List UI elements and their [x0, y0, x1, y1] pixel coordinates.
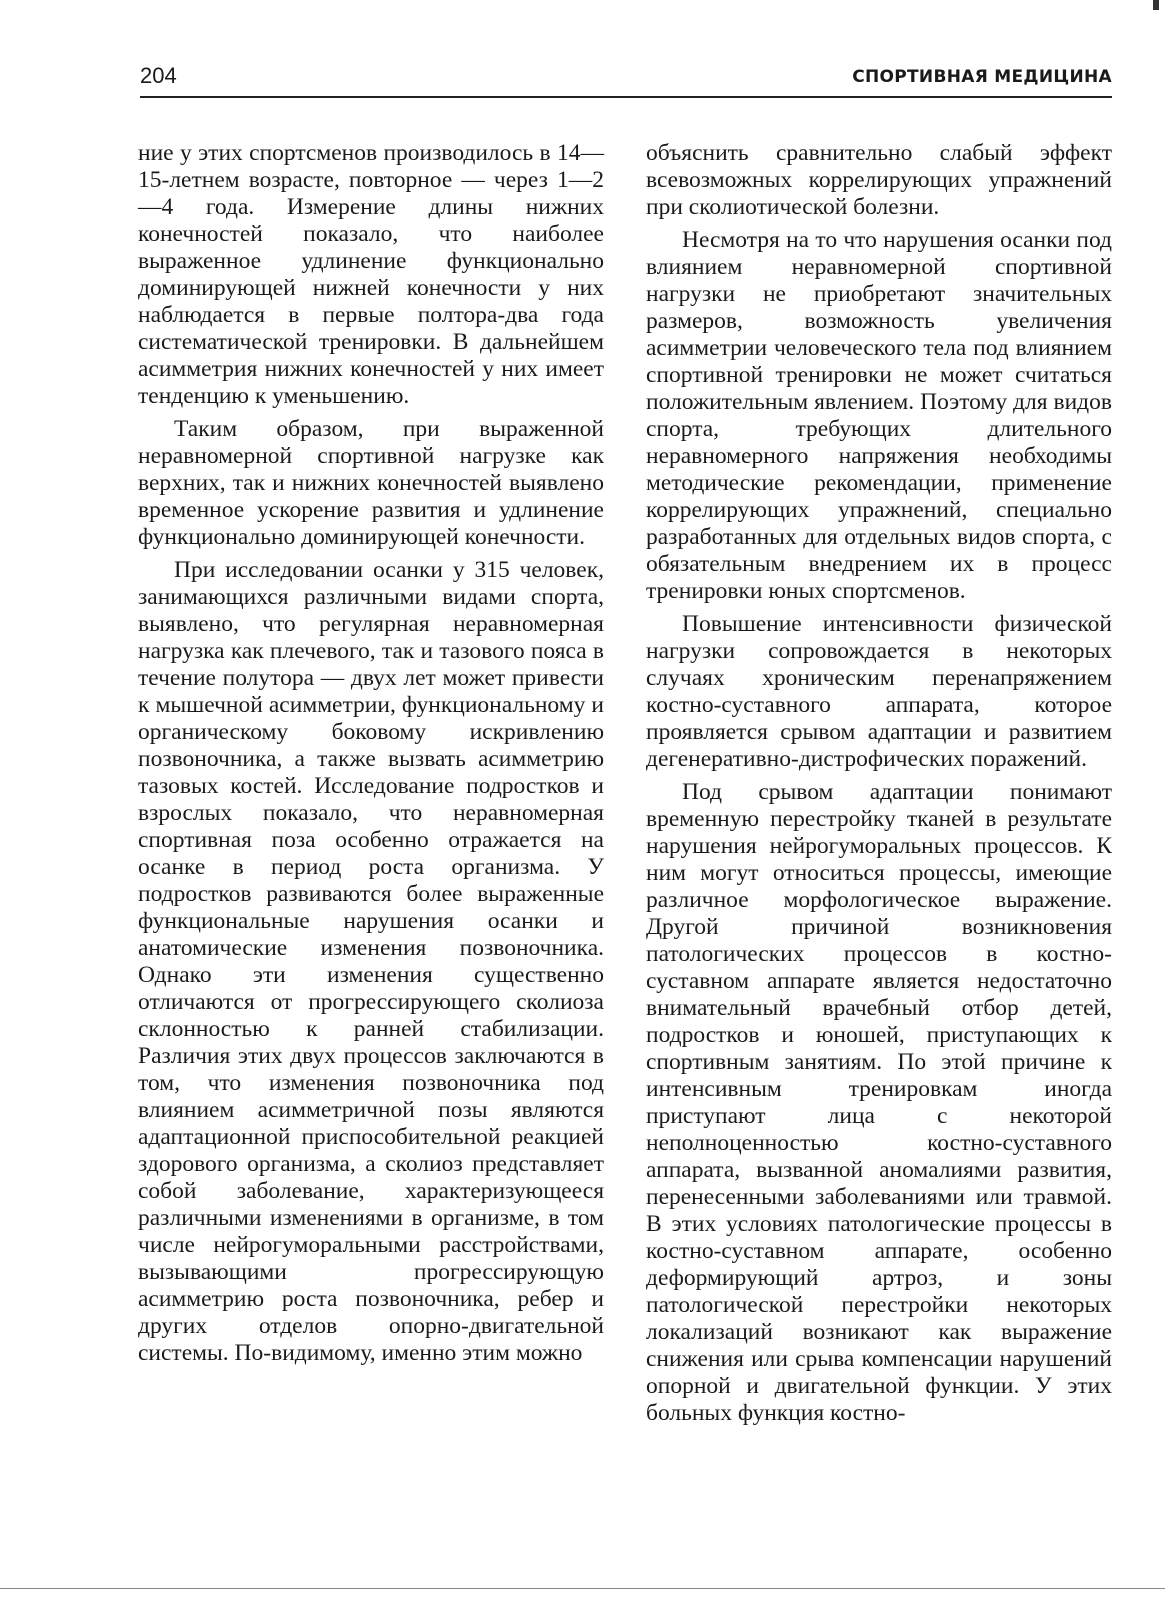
page-header: [140, 62, 1112, 98]
page-bottom-rule: [0, 1588, 1165, 1589]
right-column: [646, 140, 1112, 1427]
left-column: [138, 140, 604, 1367]
paragraph: Повышение интенсивности физической нагрузки сопровождается в некоторых случаях хроническим перенапряжением костно-суставного аппарата, которое проявляется срывом адаптации и развитием дегенеративно-дистрофических поражений.: [646, 611, 1112, 772]
paragraph: Таким образом, при выраженной неравномерной спортивной нагрузке как верхних, так и нижних конечностей выявлено временное ускорение развития и удлинение функционально доминирующей конечности.: [138, 416, 604, 550]
paragraph: объяснить сравнительно слабый эффект всевозможных коррелирующих упражнений при сколиотической болезни.: [646, 140, 1112, 220]
running-title: СПОРТИВНАЯ МЕДИЦИНА: [852, 67, 1112, 87]
paragraph: ние у этих спортсменов производилось в 14—15-летнем возрасте, повторное — через 1—2—4 года. Измерение длины нижних конечностей показало, что наиболее выраженное удлинение функционально доминирующей нижней конечности у них наблюдается в первые полтора-два года систематической тренировки. В дальнейшем асимметрия нижних конечностей у них имеет тенденцию к уменьшению.: [138, 140, 604, 409]
page-number: 204: [140, 63, 177, 88]
scan-corner-mark: [1153, 0, 1159, 10]
paragraph: Несмотря на то что нарушения осанки под влиянием неравномерной спортивной нагрузки не приобретают значительных размеров, возможность увеличения асимметрии человеческого тела под влиянием спортивной тренировки не может считаться положительным явлением. Поэтому для видов спорта, требующих длительного неравномерного напряжения необходимы методические рекомендации, применение коррелирующих упражнений, специально разработанных для отдельных видов спорта, с обязательным внедрением их в процесс тренировки юных спортсменов.: [646, 227, 1112, 604]
paragraph: Под срывом адаптации понимают временную перестройку тканей в результате нарушения нейрогуморальных процессов. К ним могут относиться процессы, имеющие различное морфологическое выражение. Другой причиной возникновения патологических процессов в костно-суставном аппарате является недостаточно внимательный врачебный отбор детей, подростков и юношей, приступающих к спортивным занятиям. По этой причине к интенсивным тренировкам иногда приступают лица с некоторой неполноценностью костно-суставного аппарата, вызванной аномалиями развития, перенесенными заболеваниями или травмой. В этих условиях патологические процессы в костно-суставном аппарате, особенно деформирующий артроз, и зоны патологической перестройки некоторых локализаций возникают как выражение снижения или срыва компенсации нарушений опорной и двигательной функции. У этих больных функция костно-: [646, 779, 1112, 1426]
paragraph: При исследовании осанки у 315 человек, занимающихся различными видами спорта, выявлено, что регулярная неравномерная нагрузка как плечевого, так и тазового пояса в течение полутора — двух лет может привести к мышечной асимметрии, функциональному и органическому боковому искривлению позвоночника, а также вызвать асимметрию тазовых костей. Исследование подростков и взрослых показало, что неравномерная спортивная поза особенно отражается на осанке в период роста организма. У подростков развиваются более выраженные функциональные нарушения осанки и анатомические изменения позвоночника. Однако эти изменения существенно отличаются от прогрессирующего сколиоза склонностью к ранней стабилизации. Различия этих двух процессов заключаются в том, что изменения позвоночника под влиянием асимметричной позы являются адаптационной приспособительной реакцией здорового организма, а сколиоз представляет собой заболевание, характеризующееся различными изменениями в организме, в том числе нейрогуморальными расстройствами, вызывающими прогрессирующую асимметрию роста позвоночника, ребер и других отделов опорно-двигательной системы. По-видимому, именно этим можно: [138, 557, 604, 1366]
